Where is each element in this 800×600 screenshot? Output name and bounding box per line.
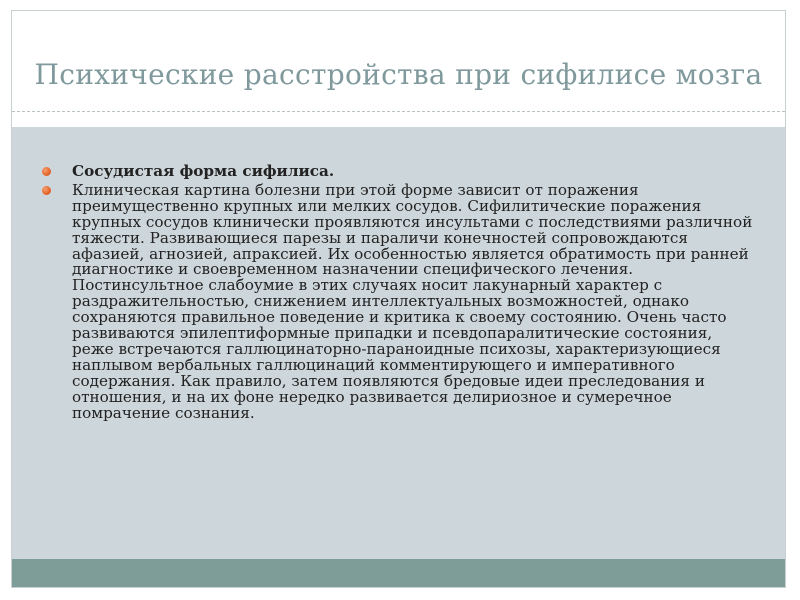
bullet-item-heading (42, 164, 757, 180)
content-panel (12, 127, 785, 559)
footer-bar (12, 559, 785, 587)
bullet-dot-icon (42, 167, 51, 176)
slide (11, 10, 786, 588)
title-divider (12, 111, 785, 112)
bullet-item-body (42, 180, 757, 422)
title-area (12, 11, 785, 127)
bullet-body-text: Клиническая картина болезни при этой форме зависит от поражения преимущественно крупных или мелких сосудов. Сифилитические поражения крупных сосудов клинически проявляются инсультами с последствиями различной тяжести. Развивающиеся парезы и параличи конечностей сопровождаются афазией, агнозией, апраксией. Их особенностью является обратимость при ранней диагностике и своевременном назначении специфического лечения. Постинсультное слабоумие в этих случаях носит лакунарный характер с раздражительностью, снижением интеллектуальных возможностей, однако сохраняются правильное поведение и критика к своему состоянию. Очень часто развиваются эпилептиформные припадки и псевдопаралитические состояния, реже встречаются галлюцинаторно-параноидные психозы, характеризующиеся наплывом вербальных галлюцинаций комментирующего и императивного содержания. Как правило, затем появляются бредовые идеи преследования и отношения, и на их фоне нередко развивается делириозное и сумеречное помрачение сознания. (72, 180, 753, 422)
bullet-dot-icon (42, 186, 51, 195)
bullet-list (42, 164, 757, 425)
bullet-heading-text: Сосудистая форма сифилиса. (72, 162, 335, 180)
slide-title: Психические расстройства при сифилисе мозга (34, 58, 763, 91)
